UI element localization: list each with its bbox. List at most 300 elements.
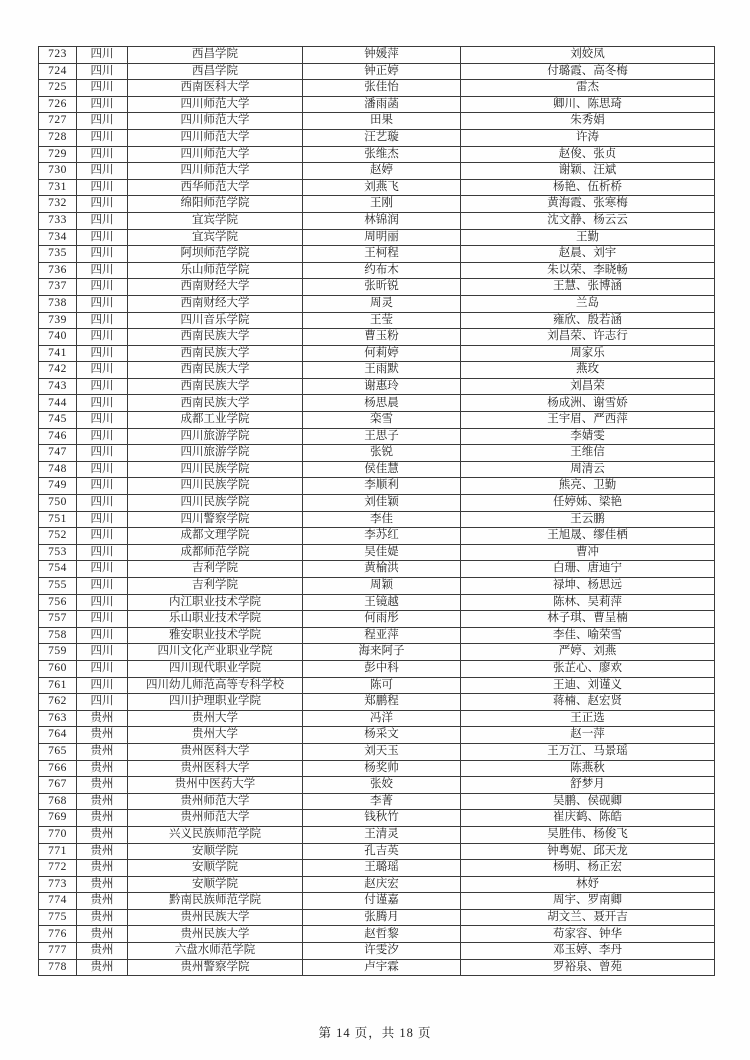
table-row	[39, 511, 715, 528]
cell-name: 张腾月	[303, 909, 461, 926]
cell-province: 贵州	[77, 710, 128, 727]
cell-names: 严婷、刘燕	[461, 644, 715, 661]
cell-names: 钟粤妮、邱天龙	[461, 843, 715, 860]
cell-province: 四川	[77, 561, 128, 578]
cell-school: 安顺学院	[128, 860, 303, 877]
cell-number: 743	[39, 378, 77, 395]
cell-province: 贵州	[77, 810, 128, 827]
cell-province: 四川	[77, 378, 128, 395]
cell-names: 王云鹏	[461, 511, 715, 528]
cell-school: 安顺学院	[128, 876, 303, 893]
cell-number: 769	[39, 810, 77, 827]
cell-province: 四川	[77, 611, 128, 628]
cell-province: 贵州	[77, 727, 128, 744]
table-row	[39, 179, 715, 196]
cell-names: 王迪、刘谨义	[461, 677, 715, 694]
cell-province: 四川	[77, 511, 128, 528]
table-row	[39, 743, 715, 760]
cell-number: 763	[39, 710, 77, 727]
cell-names: 林子琪、曹呈楠	[461, 611, 715, 628]
cell-province: 贵州	[77, 893, 128, 910]
cell-number: 774	[39, 893, 77, 910]
cell-name: 赵庆宏	[303, 876, 461, 893]
table-row	[39, 47, 715, 64]
cell-school: 贵州师范大学	[128, 793, 303, 810]
cell-number: 767	[39, 777, 77, 794]
cell-name: 张佳怡	[303, 80, 461, 97]
cell-name: 赵婷	[303, 163, 461, 180]
table-row	[39, 63, 715, 80]
table-row	[39, 80, 715, 97]
cell-school: 四川旅游学院	[128, 445, 303, 462]
cell-number: 736	[39, 262, 77, 279]
cell-province: 四川	[77, 461, 128, 478]
cell-school: 西南财经大学	[128, 279, 303, 296]
cell-name: 周颖	[303, 578, 461, 595]
cell-school: 六盘水师范学院	[128, 943, 303, 960]
cell-number: 727	[39, 113, 77, 130]
table-row	[39, 843, 715, 860]
cell-name: 王雨默	[303, 362, 461, 379]
cell-name: 冯洋	[303, 710, 461, 727]
cell-school: 西昌学院	[128, 63, 303, 80]
cell-school: 西南民族大学	[128, 345, 303, 362]
cell-province: 贵州	[77, 826, 128, 843]
cell-name: 孔吉英	[303, 843, 461, 860]
cell-number: 765	[39, 743, 77, 760]
cell-names: 赵俊、张贞	[461, 146, 715, 163]
cell-province: 四川	[77, 412, 128, 429]
cell-name: 赵哲黎	[303, 926, 461, 943]
cell-names: 赵晨、刘宇	[461, 246, 715, 263]
cell-school: 吉利学院	[128, 578, 303, 595]
table-row	[39, 893, 715, 910]
cell-school: 四川护理职业学院	[128, 694, 303, 711]
cell-name: 刘佳颖	[303, 495, 461, 512]
cell-names: 熊亮、卫勤	[461, 478, 715, 495]
cell-province: 四川	[77, 312, 128, 329]
cell-school: 西南民族大学	[128, 395, 303, 412]
cell-number: 726	[39, 96, 77, 113]
cell-name: 李佳	[303, 511, 461, 528]
cell-province: 四川	[77, 146, 128, 163]
cell-province: 贵州	[77, 909, 128, 926]
cell-number: 755	[39, 578, 77, 595]
cell-school: 西南民族大学	[128, 329, 303, 346]
cell-number: 773	[39, 876, 77, 893]
cell-names: 刘昌荣	[461, 378, 715, 395]
cell-school: 雅安职业技术学院	[128, 627, 303, 644]
cell-number: 761	[39, 677, 77, 694]
cell-name: 钱秋竹	[303, 810, 461, 827]
table-row	[39, 478, 715, 495]
cell-province: 四川	[77, 63, 128, 80]
cell-names: 王慧、张博涵	[461, 279, 715, 296]
cell-province: 四川	[77, 113, 128, 130]
table-row	[39, 594, 715, 611]
cell-names: 周宇、罗南卿	[461, 893, 715, 910]
cell-names: 李佳、喻荣雪	[461, 627, 715, 644]
cell-school: 贵州师范大学	[128, 810, 303, 827]
cell-province: 贵州	[77, 943, 128, 960]
table-row	[39, 677, 715, 694]
cell-number: 756	[39, 594, 77, 611]
cell-names: 王万江、马景瑶	[461, 743, 715, 760]
cell-province: 四川	[77, 395, 128, 412]
cell-school: 四川师范大学	[128, 96, 303, 113]
table-row	[39, 428, 715, 445]
cell-name: 谢惠玲	[303, 378, 461, 395]
cell-province: 贵州	[77, 743, 128, 760]
table-row	[39, 445, 715, 462]
cell-name: 张姣	[303, 777, 461, 794]
table-row	[39, 528, 715, 545]
table-row	[39, 113, 715, 130]
cell-province: 四川	[77, 129, 128, 146]
cell-name: 杨思晨	[303, 395, 461, 412]
table-row	[39, 495, 715, 512]
cell-province: 四川	[77, 627, 128, 644]
cell-province: 四川	[77, 229, 128, 246]
cell-names: 沈文静、杨云云	[461, 212, 715, 229]
cell-name: 汪艺璇	[303, 129, 461, 146]
table-row	[39, 727, 715, 744]
table-row	[39, 959, 715, 976]
table-row	[39, 329, 715, 346]
cell-number: 771	[39, 843, 77, 860]
cell-school: 宜宾学院	[128, 212, 303, 229]
cell-name: 林锦润	[303, 212, 461, 229]
cell-number: 723	[39, 47, 77, 64]
cell-province: 四川	[77, 528, 128, 545]
cell-number: 746	[39, 428, 77, 445]
cell-province: 四川	[77, 694, 128, 711]
cell-province: 四川	[77, 80, 128, 97]
cell-school: 贵州民族大学	[128, 909, 303, 926]
cell-name: 张维杰	[303, 146, 461, 163]
cell-province: 四川	[77, 246, 128, 263]
cell-school: 西南财经大学	[128, 295, 303, 312]
cell-names: 王维信	[461, 445, 715, 462]
cell-school: 四川现代职业学院	[128, 660, 303, 677]
cell-number: 744	[39, 395, 77, 412]
cell-number: 752	[39, 528, 77, 545]
cell-number: 742	[39, 362, 77, 379]
cell-province: 四川	[77, 495, 128, 512]
table-row	[39, 312, 715, 329]
cell-names: 王正选	[461, 710, 715, 727]
cell-province: 四川	[77, 279, 128, 296]
cell-names: 黄海霞、张寒梅	[461, 196, 715, 213]
cell-school: 成都文理学院	[128, 528, 303, 545]
cell-school: 阿坝师范学院	[128, 246, 303, 263]
cell-province: 四川	[77, 329, 128, 346]
cell-name: 郑鹏程	[303, 694, 461, 711]
table-row	[39, 146, 715, 163]
cell-names: 王旭晟、缪佳栖	[461, 528, 715, 545]
cell-names: 李婧雯	[461, 428, 715, 445]
cell-name: 李顺利	[303, 478, 461, 495]
cell-name: 卢宇霖	[303, 959, 461, 976]
cell-number: 740	[39, 329, 77, 346]
table-row	[39, 96, 715, 113]
cell-name: 钟正婷	[303, 63, 461, 80]
cell-number: 770	[39, 826, 77, 843]
cell-names: 胡文兰、聂开吉	[461, 909, 715, 926]
table-row	[39, 926, 715, 943]
cell-province: 贵州	[77, 876, 128, 893]
cell-names: 卿川、陈思琦	[461, 96, 715, 113]
cell-province: 四川	[77, 163, 128, 180]
cell-names: 罗裕泉、曾苑	[461, 959, 715, 976]
cell-names: 雍欣、殷若涵	[461, 312, 715, 329]
cell-name: 李菁	[303, 793, 461, 810]
cell-names: 雷杰	[461, 80, 715, 97]
cell-school: 贵州大学	[128, 727, 303, 744]
table-row	[39, 246, 715, 263]
cell-school: 成都师范学院	[128, 544, 303, 561]
cell-names: 燕玫	[461, 362, 715, 379]
cell-province: 贵州	[77, 926, 128, 943]
cell-school: 四川民族学院	[128, 478, 303, 495]
cell-number: 731	[39, 179, 77, 196]
table-row	[39, 561, 715, 578]
table-row	[39, 644, 715, 661]
cell-names: 吴胜伟、杨俊飞	[461, 826, 715, 843]
cell-number: 737	[39, 279, 77, 296]
table-row	[39, 860, 715, 877]
cell-names: 朱秀娟	[461, 113, 715, 130]
cell-name: 王莹	[303, 312, 461, 329]
cell-names: 许涛	[461, 129, 715, 146]
cell-number: 750	[39, 495, 77, 512]
table-row	[39, 611, 715, 628]
cell-school: 西南医科大学	[128, 80, 303, 97]
cell-province: 贵州	[77, 860, 128, 877]
cell-school: 四川民族学院	[128, 461, 303, 478]
cell-school: 贵州警察学院	[128, 959, 303, 976]
cell-province: 四川	[77, 345, 128, 362]
cell-province: 四川	[77, 428, 128, 445]
cell-names: 崔庆鹤、陈皓	[461, 810, 715, 827]
cell-number: 725	[39, 80, 77, 97]
cell-number: 728	[39, 129, 77, 146]
cell-names: 任婷姊、梁艳	[461, 495, 715, 512]
award-list-table	[38, 46, 715, 976]
cell-name: 张昕锐	[303, 279, 461, 296]
cell-number: 768	[39, 793, 77, 810]
cell-province: 四川	[77, 478, 128, 495]
cell-name: 刘燕飞	[303, 179, 461, 196]
cell-names: 王宇眉、严西萍	[461, 412, 715, 429]
cell-names: 赵一萍	[461, 727, 715, 744]
table-row	[39, 362, 715, 379]
cell-school: 四川文化产业职业学院	[128, 644, 303, 661]
table-row	[39, 627, 715, 644]
cell-school: 贵州大学	[128, 710, 303, 727]
cell-province: 贵州	[77, 843, 128, 860]
cell-number: 724	[39, 63, 77, 80]
table-row	[39, 810, 715, 827]
table-row	[39, 378, 715, 395]
cell-name: 海来阿子	[303, 644, 461, 661]
cell-names: 舒梦月	[461, 777, 715, 794]
cell-school: 成都工业学院	[128, 412, 303, 429]
table-row	[39, 345, 715, 362]
cell-number: 778	[39, 959, 77, 976]
cell-name: 程亚萍	[303, 627, 461, 644]
cell-name: 侯佳慧	[303, 461, 461, 478]
cell-province: 四川	[77, 179, 128, 196]
cell-name: 王刚	[303, 196, 461, 213]
table-row	[39, 212, 715, 229]
cell-name: 王思子	[303, 428, 461, 445]
cell-school: 西华师范大学	[128, 179, 303, 196]
cell-name: 张锐	[303, 445, 461, 462]
cell-province: 四川	[77, 96, 128, 113]
cell-school: 安顺学院	[128, 843, 303, 860]
cell-number: 776	[39, 926, 77, 943]
cell-school: 乐山职业技术学院	[128, 611, 303, 628]
cell-province: 四川	[77, 262, 128, 279]
cell-number: 739	[39, 312, 77, 329]
cell-number: 730	[39, 163, 77, 180]
cell-school: 宜宾学院	[128, 229, 303, 246]
cell-school: 四川警察学院	[128, 511, 303, 528]
cell-name: 曹玉粉	[303, 329, 461, 346]
table-row	[39, 710, 715, 727]
cell-school: 四川师范大学	[128, 163, 303, 180]
cell-province: 四川	[77, 594, 128, 611]
cell-school: 贵州医科大学	[128, 743, 303, 760]
cell-school: 西南民族大学	[128, 378, 303, 395]
cell-name: 何莉婷	[303, 345, 461, 362]
cell-number: 745	[39, 412, 77, 429]
cell-school: 乐山师范学院	[128, 262, 303, 279]
cell-number: 764	[39, 727, 77, 744]
cell-province: 贵州	[77, 959, 128, 976]
cell-names: 杨成洲、谢雪娇	[461, 395, 715, 412]
cell-name: 钟媛萍	[303, 47, 461, 64]
cell-name: 王柯程	[303, 246, 461, 263]
cell-school: 兴义民族师范学院	[128, 826, 303, 843]
cell-number: 729	[39, 146, 77, 163]
cell-name: 李苏红	[303, 528, 461, 545]
cell-name: 田果	[303, 113, 461, 130]
cell-school: 贵州民族大学	[128, 926, 303, 943]
cell-name: 彭中科	[303, 660, 461, 677]
cell-names: 杨艳、伍析桥	[461, 179, 715, 196]
cell-number: 754	[39, 561, 77, 578]
cell-name: 周明丽	[303, 229, 461, 246]
table-row	[39, 395, 715, 412]
cell-names: 刘姣凤	[461, 47, 715, 64]
table-row	[39, 793, 715, 810]
cell-number: 733	[39, 212, 77, 229]
cell-names: 付璐霞、高冬梅	[461, 63, 715, 80]
cell-number: 749	[39, 478, 77, 495]
cell-school: 绵阳师范学院	[128, 196, 303, 213]
cell-number: 758	[39, 627, 77, 644]
cell-name: 潘雨菡	[303, 96, 461, 113]
cell-names: 蒋楠、赵宏贤	[461, 694, 715, 711]
cell-province: 四川	[77, 362, 128, 379]
table-row	[39, 876, 715, 893]
cell-province: 贵州	[77, 760, 128, 777]
cell-name: 约布木	[303, 262, 461, 279]
table-row	[39, 578, 715, 595]
cell-province: 四川	[77, 544, 128, 561]
cell-school: 吉利学院	[128, 561, 303, 578]
cell-school: 黔南民族师范学院	[128, 893, 303, 910]
cell-names: 周清云	[461, 461, 715, 478]
cell-name: 吴佳媞	[303, 544, 461, 561]
cell-names: 邓玉婷、李丹	[461, 943, 715, 960]
table-row	[39, 129, 715, 146]
table-row	[39, 279, 715, 296]
cell-school: 四川幼儿师范高等专科学校	[128, 677, 303, 694]
cell-names: 陈燕秋	[461, 760, 715, 777]
cell-name: 付谨嘉	[303, 893, 461, 910]
cell-province: 四川	[77, 660, 128, 677]
cell-school: 四川师范大学	[128, 113, 303, 130]
cell-province: 四川	[77, 578, 128, 595]
table-row	[39, 777, 715, 794]
cell-name: 何雨彤	[303, 611, 461, 628]
cell-names: 陈林、吴莉萍	[461, 594, 715, 611]
cell-name: 黄榆洪	[303, 561, 461, 578]
table-row	[39, 412, 715, 429]
table-row	[39, 163, 715, 180]
cell-school: 四川师范大学	[128, 129, 303, 146]
cell-province: 四川	[77, 212, 128, 229]
cell-school: 西南民族大学	[128, 362, 303, 379]
cell-names: 吴鹏、侯砚卿	[461, 793, 715, 810]
cell-province: 四川	[77, 47, 128, 64]
table-row	[39, 943, 715, 960]
cell-names: 禄坤、杨思远	[461, 578, 715, 595]
cell-province: 贵州	[77, 793, 128, 810]
cell-province: 四川	[77, 677, 128, 694]
table-row	[39, 295, 715, 312]
cell-number: 734	[39, 229, 77, 246]
cell-name: 栾雪	[303, 412, 461, 429]
cell-name: 杨奖帅	[303, 760, 461, 777]
cell-number: 732	[39, 196, 77, 213]
cell-province: 四川	[77, 295, 128, 312]
cell-name: 王清灵	[303, 826, 461, 843]
table-row	[39, 196, 715, 213]
cell-name: 周灵	[303, 295, 461, 312]
cell-school: 内江职业技术学院	[128, 594, 303, 611]
table-row	[39, 544, 715, 561]
page-number-footer: 第 14 页，共 18 页	[318, 1026, 432, 1040]
cell-number: 757	[39, 611, 77, 628]
cell-school: 四川民族学院	[128, 495, 303, 512]
cell-province: 贵州	[77, 777, 128, 794]
cell-names: 谢颖、汪斌	[461, 163, 715, 180]
cell-school: 西昌学院	[128, 47, 303, 64]
table-row	[39, 262, 715, 279]
table-row	[39, 461, 715, 478]
table-row	[39, 909, 715, 926]
cell-school: 贵州医科大学	[128, 760, 303, 777]
cell-names: 白珊、唐迪宁	[461, 561, 715, 578]
cell-names: 周家乐	[461, 345, 715, 362]
cell-name: 许雯汐	[303, 943, 461, 960]
cell-names: 刘昌荣、许志行	[461, 329, 715, 346]
table-row	[39, 229, 715, 246]
